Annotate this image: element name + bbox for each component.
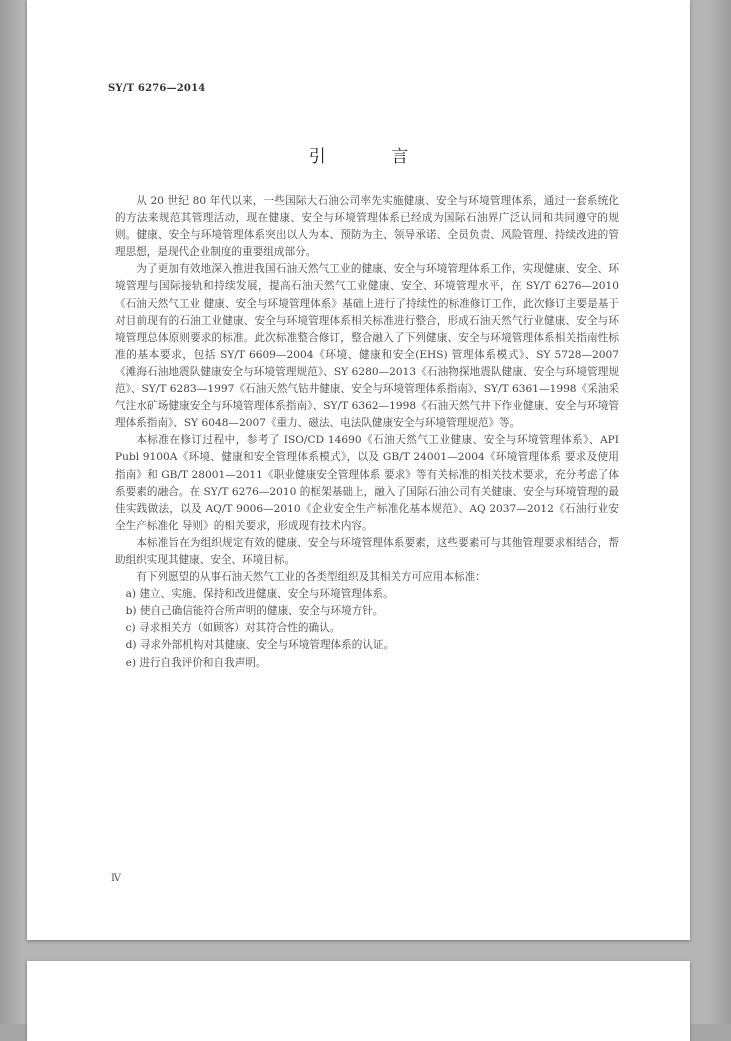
document-page[interactable] [27,0,690,940]
paragraph: 本标准在修订过程中，参考了 ISO/CD 14690《石油天然气工业健康、安全与环境管理体系》、API Publ 9100A《环境、健康和安全管理体系模式》，以及 GB/T 24001—2004《环境管理体系 要求及使用指南》和 GB/T 28001—2011《职业健康安全管理体系 要求》等有关标准的相关技术要求，充分考虑了体系要素的融合。在 SY/T 6276—2010 的框架基础上，融入了国际石油公司有关健康、安全与环境管理的最佳实践做法，以及 AQ/T 9006—2010《企业安全生产标准化基本规范》、AQ 2037—2012《石油行业安全生产标准化 导则》的相关要求，形成现有技术内容。 [115,434,619,532]
paragraph: 有下列愿望的从事石油天然气工业的各类型组织及其相关方可应用本标准： [136,571,486,584]
list-item: e) 进行自我评价和自我声明。 [125,656,267,669]
next-page[interactable] [27,961,690,1041]
page-number: Ⅳ [111,873,121,884]
paragraph: 为了更加有效地深入推进我国石油天然气工业的健康、安全与环境管理体系工作，实现健康、安全、环境管理与国际接轨和持续发展，提高石油天然气工业健康、安全、环境管理水平，在 SY/T 6276—2010《石油天然气工业 健康、安全与环境管理体系》基础上进行了持续性的标准修订工作，此次修订主要是基于对目前现有的石油工业健康、安全与环境管理体系相关标准进行整合，形成石油天然气行业健康、安全与环境管理总体原则要求的标准。此次标准整合修订，整合融入了下列健康、安全与环境管理体系相关指南性标准的基本要求，包括 SY/T 6609—2004《环境、健康和安全(EHS) 管理体系模式》、SY 5728—2007《滩海石油地震队健康安全与环境管理规范》、SY 6280—2013《石油物探地震队健康、安全与环境管理规范》、SY/T 6283—1997《石油天然气钻井健康、安全与环境管理体系指南》、SY/T 6361—1998《采油采气注水矿场健康安全与环境管理体系指南》、SY/T 6362—1998《石油天然气井下作业健康、安全与环境管理体系指南》、SY 6048—2007《重力、磁法、电法队健康安全与环境管理规范》等。 [115,263,619,430]
list-item: b) 使自己确信能符合所声明的健康、安全与环境方针。 [125,605,384,618]
list-item: a) 建立、实施、保持和改进健康、安全与环境管理体系。 [125,588,394,601]
section-title: 引 言 [308,147,439,167]
paragraph: 本标准旨在为组织规定有效的健康、安全与环境管理体系要素，这些要素可与其他管理要求相结合，帮助组织实现其健康、安全、环境目标。 [115,536,619,566]
standard-code: SY/T 6276—2014 [108,83,206,94]
body-text [115,193,619,672]
list-item: c) 寻求相关方（如顾客）对其符合性的确认。 [125,622,341,635]
paragraph: 从 20 世纪 80 年代以来，一些国际大石油公司率先实施健康、安全与环境管理体系，通过一套系统化的方法来规范其管理活动，现在健康、安全与环境管理体系已经成为国际石油界广泛认同和共同遵守的规则。健康、安全与环境管理体系突出以人为本、预防为主、领导承诺、全员负责、风险管理、持续改进的管理思想，是现代企业制度的重要组成部分。 [115,195,619,259]
list-item: d) 寻求外部机构对其健康、安全与环境管理体系的认证。 [125,639,395,652]
